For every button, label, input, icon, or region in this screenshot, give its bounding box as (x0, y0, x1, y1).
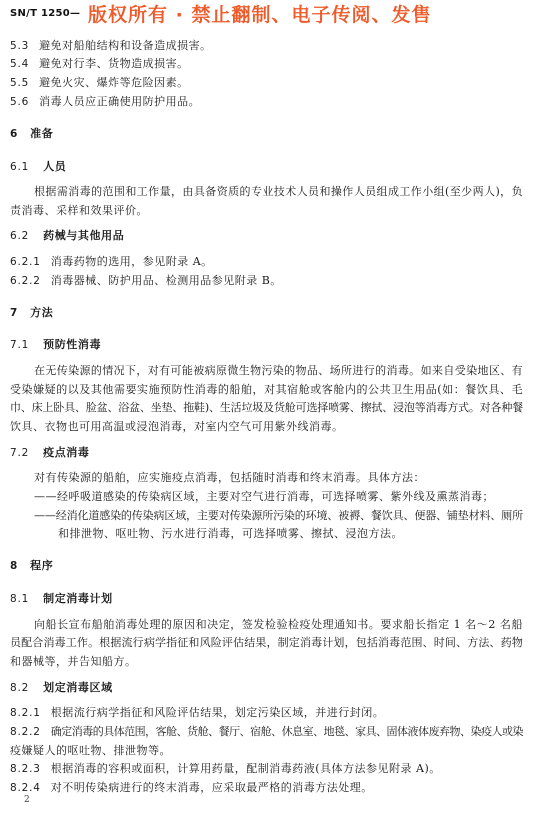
line-text: 责消毒、采样和效果评价。 (10, 203, 148, 217)
paragraph-line (10, 183, 523, 202)
clause-number: 6.2.2 (10, 274, 41, 287)
line-text: 和排泄物、呕吐物、污水进行消毒，可选择喷雾、擦拭、浸泡方法。 (58, 527, 403, 541)
paragraph-line (10, 381, 523, 400)
dash-list-item (10, 488, 523, 507)
paragraph-line (10, 469, 523, 488)
section-heading-7 (10, 290, 523, 329)
line-text: 员配合消毒工作。根据流行病学指征和风险评估结果，制定消毒计划，包括消毒范围、时间、方法、药物 (10, 636, 523, 650)
clause-number: 8.2.3 (10, 763, 41, 776)
subsection-number: 8.1 (10, 593, 30, 606)
line-text: ——经消化道感染的传染病区域，主要对传染源所污染的环境、被褥、餐饮具、便器、铺垫材料、厕所 (34, 508, 523, 522)
section-title: 方法 (30, 305, 54, 319)
clause-text: 疫嫌疑人的呕吐物、排泄物等。 (10, 743, 171, 757)
line-text: 巾、床上卧具、脸盆、浴盆、坐垫、拖鞋)、生活垃圾及货舱可选择喷雾、擦拭、浸泡等消毒方式。对各种餐 (10, 401, 523, 415)
clause-number: 8.2.4 (10, 781, 41, 794)
clause-text: 消毒药物的选用，参见附录 A。 (50, 254, 213, 268)
clause-item (10, 723, 523, 742)
subsection-number: 6.1 (10, 160, 30, 173)
line-text: ——经呼吸道感染的传染病区域，主要对空气进行消毒，可选择喷雾、紫外线及熏蒸消毒； (34, 489, 494, 503)
subsection-title: 人员 (43, 159, 67, 173)
clause-number: 8.2.1 (10, 707, 41, 720)
clause-number: 5.3 (10, 39, 30, 52)
paragraph-line (10, 202, 523, 221)
subsection-number: 7.2 (10, 446, 30, 459)
subsection-number: 8.2 (10, 681, 30, 694)
clause-text: 避免对行李、货物造成损害。 (39, 57, 189, 71)
dash-list-item (10, 507, 523, 526)
section-heading-8 (10, 544, 523, 583)
clause-item (10, 74, 523, 93)
subsection-title: 预防性消毒 (43, 338, 102, 352)
section-title: 程序 (30, 559, 54, 573)
clause-item-continuation (10, 742, 523, 761)
clause-number: 5.5 (10, 77, 30, 90)
section-number: 7 (10, 306, 19, 319)
document-code: SN/T 1250— (10, 8, 81, 19)
line-text: 在无传染源的情况下，对有可能被病原微生物污染的物品、场所进行的消毒。如来自受染地区、有 (34, 363, 523, 377)
clause-number: 5.6 (10, 95, 30, 108)
line-text: 根据需消毒的范围和工作量，由具备资质的专业技术人员和操作人员组成工作小组(至少两人)，负 (34, 185, 523, 199)
section-number: 8 (10, 560, 19, 573)
subsection-heading-6-1 (10, 151, 523, 183)
subsection-number: 6.2 (10, 230, 30, 243)
clause-text: 确定消毒的具体范围，客舱、货舱、餐厅、宿舱、休息室、地毯、家具、固体液体废弃物、染疫人或染 (50, 724, 523, 738)
clause-item (10, 253, 523, 272)
line-text: 饮具、衣物也可用高温或浸泡消毒，对室内空气可用紫外线消毒。 (10, 420, 344, 434)
clause-text: 根据流行病学指征和风险评估结果，划定污染区域，并进行封闭。 (50, 706, 385, 720)
clause-text: 消毒器械、防护用品、检测用品参见附录 B。 (50, 273, 282, 287)
clause-item (10, 55, 523, 74)
paragraph-line (10, 362, 523, 381)
clause-text: 避免对船舶结构和设备造成损害。 (39, 38, 212, 52)
copyright-watermark: 版权所有 · 禁止翻制、电子传阅、发售 (88, 4, 432, 26)
clause-number: 8.2.2 (10, 725, 41, 738)
subsection-heading-8-2 (10, 672, 523, 704)
subsection-title: 制定消毒计划 (43, 592, 113, 606)
subsection-title: 疫点消毒 (43, 445, 90, 459)
clause-item (10, 704, 523, 723)
clause-number: 5.4 (10, 58, 30, 71)
clause-item (10, 760, 523, 779)
clause-text: 对不明传染病进行的终末消毒，应采取最严格的消毒方法处理。 (50, 780, 373, 794)
clause-item (10, 93, 523, 112)
paragraph-line (10, 634, 523, 653)
clause-item (10, 272, 523, 291)
line-text: 和器械等，并告知船方。 (10, 655, 137, 668)
paragraph-line (10, 653, 523, 672)
clause-text: 根据消毒的容积或面积，计算用药量，配制消毒药液(具体方法参见附录 A)。 (50, 762, 441, 776)
line-text: 受染嫌疑的以及其他需要实施预防性消毒的船舶，对其宿舱或客舱内的公共卫生用品(如：餐饮具、毛 (10, 382, 523, 396)
subsection-heading-8-1 (10, 583, 523, 615)
document-body (10, 37, 523, 798)
clause-item (10, 37, 523, 56)
section-heading-6 (10, 111, 523, 150)
clause-item (10, 779, 523, 798)
paragraph-line (10, 616, 523, 635)
subsection-title: 划定消毒区域 (43, 680, 113, 694)
line-text: 对有传染源的船舶，应实施疫点消毒，包括随时消毒和终末消毒。具体方法： (34, 471, 425, 485)
clause-text: 避免火灾、爆炸等危险因素。 (39, 76, 189, 90)
section-number: 6 (10, 127, 19, 140)
section-title: 准备 (30, 126, 54, 140)
paragraph-line (10, 418, 523, 437)
paragraph-line (10, 399, 523, 418)
subsection-number: 7.1 (10, 339, 30, 352)
dash-list-item-continuation (10, 525, 523, 544)
clause-number: 6.2.1 (10, 255, 41, 268)
clause-text: 消毒人员应正确使用防护用品。 (39, 94, 201, 108)
subsection-heading-7-2 (10, 437, 523, 469)
subsection-heading-7-1 (10, 329, 523, 361)
page-number: 2 (24, 795, 30, 805)
line-text: 向船长宣布船舶消毒处理的原因和决定，签发检验检疫处理通知书。要求船长指定 1 名～2 名船 (34, 617, 523, 631)
subsection-title: 药械与其他用品 (43, 229, 125, 243)
subsection-heading-6-2 (10, 220, 523, 252)
